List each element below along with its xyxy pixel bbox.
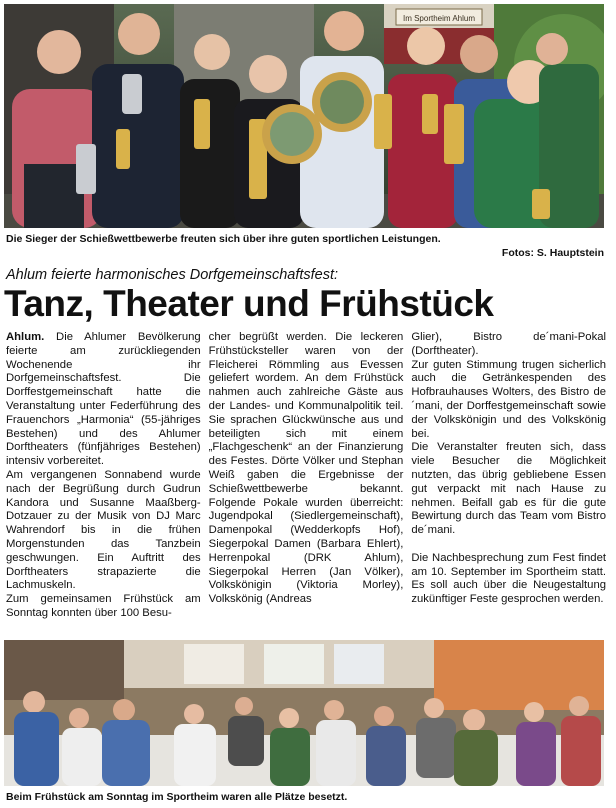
article-paragraph: Zum gemeinsamen Frühstück am Sonntag konnten über 100 Besu- — [6, 593, 201, 619]
article-paragraph: Die Nachbesprechung zum Fest findet am 10. September im Sportheim statt. Es soll auch über die Neugestaltung zukünftiger Feste gesprochen werden. — [411, 551, 607, 606]
article-paragraph: cher begrüßt werden. Die leckeren Frühstücksteller waren von der Fleicherei Römmling aus Evessen geliefert wordem. An dem Frühstück nahmen auch zahlreiche Gäste aus der Landes- und Kommunalpolitik teil. Sie sprachen Glückwünsche aus und beteiligten sich mit einem „Flachgeschenk“ an der Finanzierung des Festes. Dörte Völker und Stephan Weiß gaben die Ergebnisse der Schießwettbewerbe bekannt. Folgende Pokale wurden überreicht: Jugendpokal (Siedlergemeinschaft), Damenpokal (Wedderkopfs Hof), Siegerpokal Damen (Barbara Ehlert), Herrenpokal (DRK Ahlum), Siegerpokal Herren (Jan Völker), Volkskönigin (Viktoria Morley), Volkskönig (Andreas — [208, 331, 404, 606]
article-column-2 — [209, 331, 404, 635]
article-column-1 — [6, 331, 201, 635]
photo-credit: Fotos: S. Hauptstein — [501, 247, 604, 259]
article-headline: Tanz, Theater und Frühstück — [4, 283, 494, 324]
article-paragraph: Zur guten Stimmung trugen sicherlich auch die Getränkespenden des Hofbrauhauses Wolters, des Bistro de´mani, der Dorffestgemeinschaft sowie der Volkskönigin und des Volkskönig bei. — [411, 358, 607, 440]
photo-winners — [4, 4, 604, 228]
top-photo-caption: Die Sieger der Schießwettbewerbe freuten sich über ihre guten sportlichen Leistungen. — [6, 233, 441, 245]
article-paragraph: Glier), Bistro de´mani-Pokal (Dorftheater). — [411, 331, 607, 357]
article-body — [6, 331, 606, 635]
article-paragraph: Am vergangenen Sonnabend wurde nach der Begrüßung durch Gudrun Kandora und Susanne Maaßberg-Dotzauer zu der Musik von DJ Marc Wahrendorf bis in die frühen Morgenstunden das Tanzbein geschwungen. Ein Auftritt des Dorftheaters strapazierte die Lachmuskeln. — [6, 468, 201, 592]
article-paragraph: Die Veranstalter freuten sich, dass viele Besucher die Möglichkeit nutzten, das übrig gebliebene Essen gut verpackt mit nach Hause zu nehmen. Beifall gab es für die gute Bewirtung durch das Team vom Bistro de´mani. — [411, 441, 607, 537]
dateline: Ahlum. — [6, 331, 45, 343]
bottom-photo-caption: Beim Frühstück am Sonntag im Sportheim waren alle Plätze besetzt. — [6, 791, 348, 803]
article-column-3 — [411, 331, 606, 635]
article-kicker: Ahlum feierte harmonisches Dorfgemeinschaftsfest: — [6, 267, 339, 283]
sign-text: Im Sportheim Ahlum — [402, 14, 476, 23]
article-paragraph — [6, 331, 201, 469]
paragraph-text: Die Ahlumer Bevölkerung feierte am zurückliegenden Wochenende ihr Dorfgemeinschaftsfest. Die Dorffestgemeinschaft hatte die Veranstaltung unter Federführung des Frauenchors „Harmonia“ (55-jähriges Bestehen) und des Ahlumer Dorftheaters (fünfjähriges Bestehen) intensiv vorbereitet. — [6, 331, 201, 468]
photo-breakfast — [4, 640, 604, 786]
